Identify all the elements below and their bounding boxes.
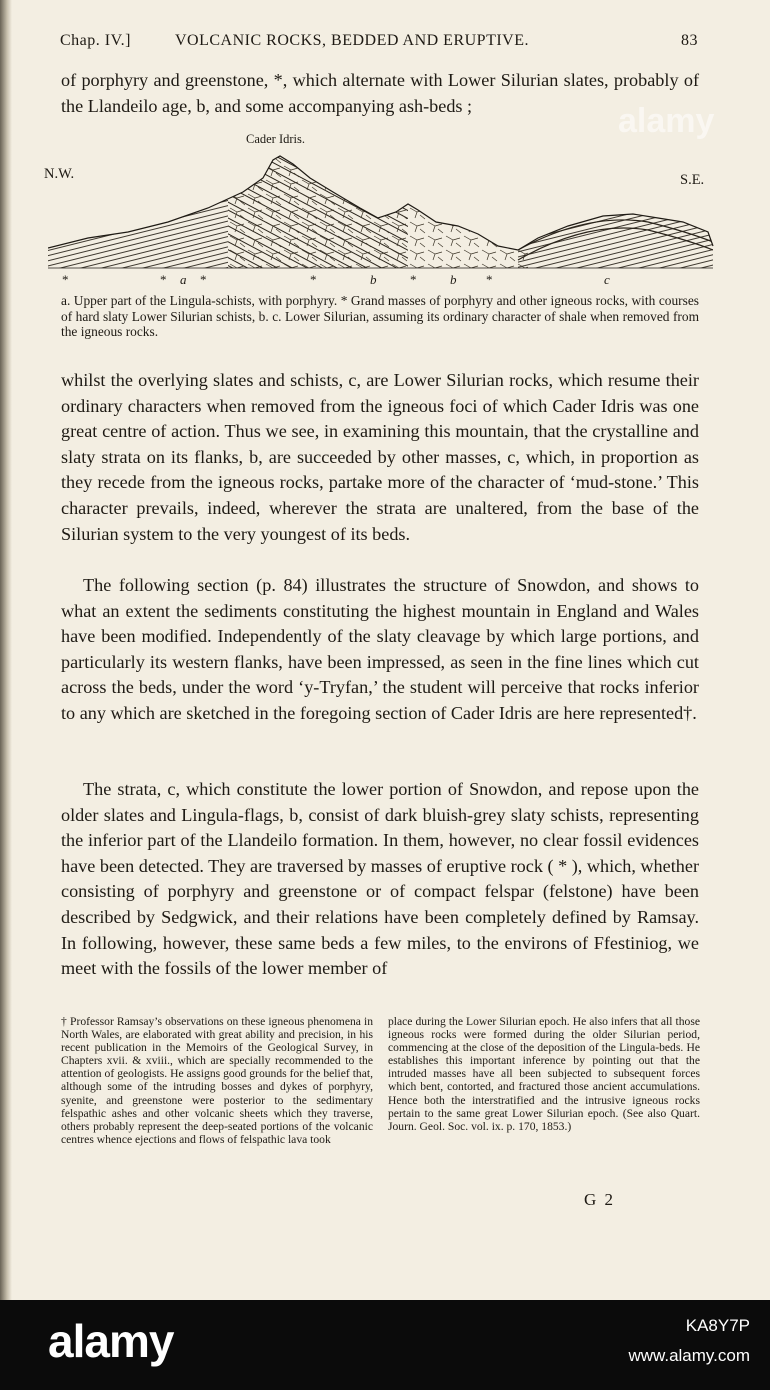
figure-markers [48,272,716,288]
signature-mark: G 2 [584,1190,616,1209]
paragraph-opening: of porphyry and greenstone, *, which alternate with Lower Silurian slates, probably of the Llandeilo age, b, and some accompanying ash-beds ; [61,70,699,116]
page-number: 83 [681,32,698,49]
image-id: KA8Y7P [685,1316,750,1335]
chapter-label: Chap. IV.] [60,32,131,49]
marker: b [450,272,457,287]
stock-watermark-banner [0,1300,770,1390]
chapter-title: VOLCANIC ROCKS, BEDDED AND ERUPTIVE. [175,32,530,49]
marker: * [200,272,207,287]
marker: b [370,272,377,287]
footnote-right-column: place during the Lower Silurian epoch. He also infers that all those igneous rocks were formed during the older Silurian period, commencing at the close of the deposition of the Lingula-beds. He establishes this important inference by pointing out that the intruded masses have all been subjected to subsequent forces which bent, contorted, and fractured those ancient accumulations. Hence both the interstratified and the intrusive igneous rocks pertain to the same great Lower Silurian epoch. (See also Quart. Journ. Geol. Soc. vol. ix. p. 170, 1853.) [388,1015,700,1133]
figure-left-label: N.W. [44,166,75,182]
marker: * [310,272,317,287]
footnote-left-column: † Professor Ramsay’s observations on these igneous phenomena in North Wales, are elaborated with great ability and precision, in his recent publication in the Memoirs of the Geological Survey, in Chapters xvii. & xviii., which are specially recommended to the attention of geologists. He assigns good grounds for the belief that, although some of the intruding bosses and dykes of porphyry, syenite, and greenstone were posterior to the sedimentary felspathic ashes and other volcanic sheets which they traverse, others probably represent the deep-seated portions of the volcanic centres whence ejections and flows of felspathic lava took [61,1015,373,1146]
paragraph: The following section (p. 84) illustrates the structure of Snowdon, and shows to what an extent the sediments constituting the highest mountain in England and Wales have been modified. Independently of the slaty cleavage by which large portions, and particularly its western flanks, have been impressed, as seen in the fine lines which cut across the beds, under the word ‘y-Tryfan,’ the student will perceive that rocks inferior to any which are sketched in the foregoing section of Cader Idris are here represented†. [61,575,699,723]
figure-caption: a. Upper part of the Lingula-schists, with porphyry. * Grand masses of porphyry and other igneous rocks, with courses of hard slaty Lower Silurian schists, b. c. Lower Silurian, assuming its ordinary character of shale when removed from the igneous rocks. [61,293,699,340]
marker: * [62,272,69,287]
watermark-url: www.alamy.com [628,1346,750,1365]
marker: c [604,272,610,287]
figure-right-label: S.E. [680,172,705,188]
watermark-text: alamy [618,102,715,140]
alamy-logo: alamy [48,1315,174,1367]
paragraph: whilst the overlying slates and schists, c, are Lower Silurian rocks, which resume their ordinary characters when removed from the igneous foci of which Cader Idris was one great centre of action. Thus we see, in examining this mountain, that the crystalline and slaty strata on its flanks, b, are succeeded by other masses, c, which, in proportion as they recede from the igneous rocks, partake more of the character of ‘mud-stone.’ This character prevails, indeed, wherever the strata are unaltered, from the base of the Silurian system to the very youngest of its beds. [61,370,699,544]
marker: a [180,272,187,287]
figure-title: Cader Idris. [246,132,306,146]
running-header [60,32,700,54]
marker: * [410,272,417,287]
paragraph: The strata, c, which constitute the lower portion of Snowdon, and repose upon the older slates and Lingula-flags, b, consist of dark bluish-grey slaty schists, representing the inferior part of the Llandeilo formation. In them, however, no clear fossil evidences have been detected. They are traversed by masses of eruptive rock ( * ), which, whether consisting of porphyry and greenstone or of compact felspar (felstone) have been described by Sedgwick, and their relations have been completely defined by Ramsay. In following, however, these same beds a few miles, to the environs of Ffestiniog, we meet with the fossils of the lower member of [61,779,699,979]
cader-idris-section-drawing [48,150,716,275]
marker: * [160,272,167,287]
marker: * [486,272,493,287]
